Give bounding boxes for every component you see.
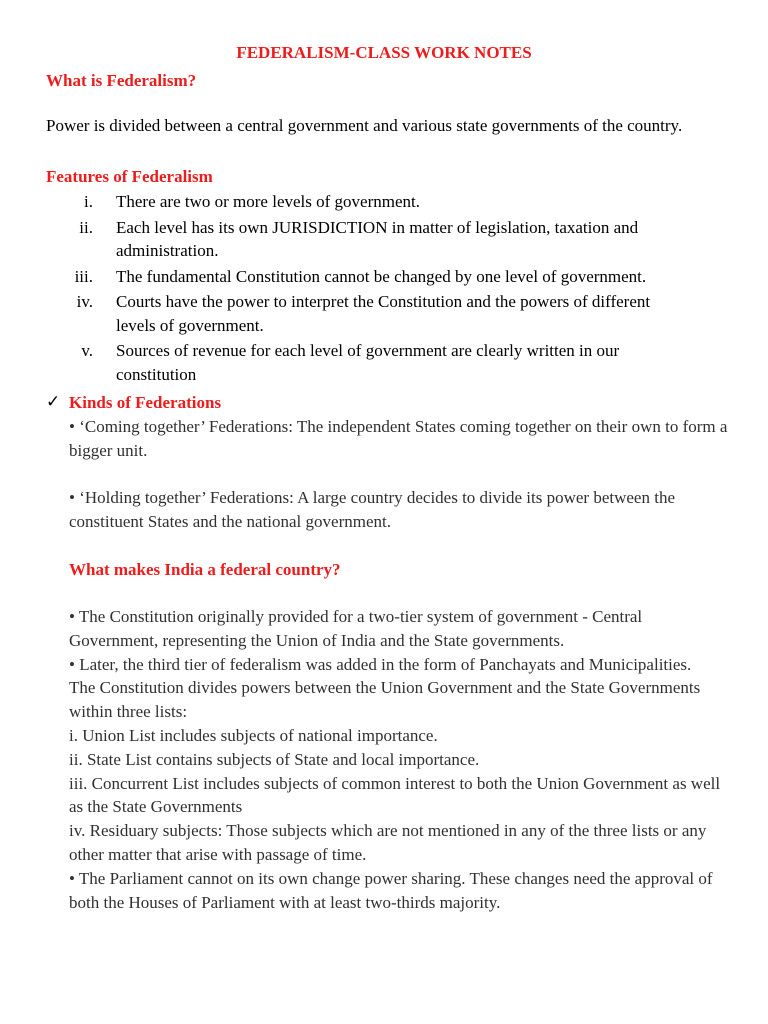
list-item: [46, 339, 726, 386]
heading-what-is-federalism: What is Federalism?: [46, 71, 197, 90]
paragraph-line: iii. Concurrent List includes subjects of common interest to both the Union Government as well as the State Governments: [69, 773, 721, 817]
list-number: i.: [84, 192, 93, 211]
list-text: There are two or more levels of government.: [116, 192, 420, 211]
paragraph-line: iv. Residuary subjects: Those subjects which are not mentioned in any of the three lists or any other matter that arise with passage of time.: [69, 821, 707, 864]
paragraph-line: • The Parliament cannot on its own change power sharing. These changes need the approval of both the Houses of Parliament with at least two-thirds majority.: [69, 868, 713, 912]
list-text: The fundamental Constitution cannot be changed by one level of government.: [116, 266, 647, 286]
federalism-definition: Power is divided between a central government and various state governments of the country.: [46, 116, 683, 135]
list-item: [46, 216, 726, 263]
list-text: Sources of revenue for each level of government are clearly written in our constitution: [116, 341, 620, 384]
paragraph-line: The Constitution divides powers between the Union Government and the State Governments within three lists:: [69, 678, 701, 722]
paragraph-line: i. Union List includes subjects of national importance.: [69, 725, 438, 745]
holding-together-text: • ‘Holding together’ Federations: A large country decides to divide its power between the constituent States and the national government.: [69, 488, 675, 531]
heading-features: Features of Federalism: [46, 167, 213, 186]
heading-india-federal: What makes India a federal country?: [69, 560, 341, 579]
list-number: ii.: [79, 217, 93, 237]
paragraph-line: • The Constitution originally provided for a two-tier system of government - Central Government, representing the Union of India and the State governments.: [69, 607, 643, 650]
coming-together-text: • ‘Coming together’ Federations: The independent States coming together on their own to form a bigger unit.: [69, 417, 728, 460]
paragraph-line: ii. State List contains subjects of State and local importance.: [69, 749, 480, 769]
features-list: [46, 190, 726, 388]
list-item: [46, 265, 726, 289]
list-text: Each level has its own JURISDICTION in matter of legislation, taxation and administration.: [116, 217, 639, 260]
list-number: v.: [81, 341, 93, 360]
list-number: iii.: [74, 266, 93, 286]
page-title: FEDERALISM-CLASS WORK NOTES: [236, 43, 532, 62]
india-federal-body: [69, 605, 729, 914]
list-item: [46, 190, 726, 214]
paragraph-line: • Later, the third tier of federalism was added in the form of Panchayats and Municipalities.: [69, 654, 692, 674]
list-item: [46, 290, 726, 337]
heading-kinds-of-federations: Kinds of Federations: [69, 393, 222, 412]
list-text: Courts have the power to interpret the Constitution and the powers of different levels of government.: [116, 292, 651, 335]
list-number: iv.: [76, 292, 93, 311]
checkmark-icon: ✓: [46, 392, 61, 411]
